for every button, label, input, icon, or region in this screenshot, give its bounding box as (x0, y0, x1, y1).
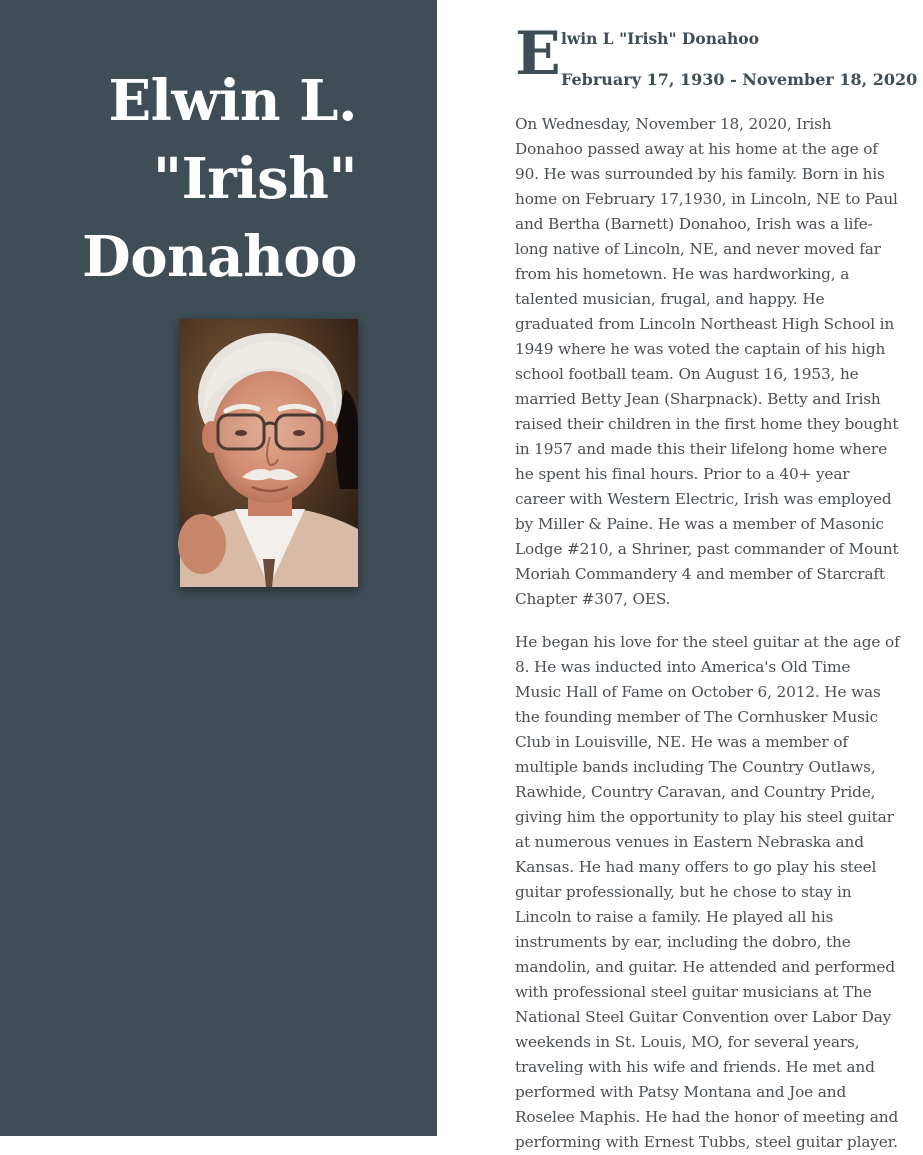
obituary-header (515, 19, 918, 100)
name-sidebar (0, 0, 437, 1136)
deceased-name-heading (0, 62, 357, 296)
name-line-first: Elwin L. (108, 68, 357, 134)
name-line-nickname: "Irish" (152, 146, 357, 212)
obituary-name: lwin L "Irish" Donahoo (561, 29, 759, 48)
portrait-photo (180, 319, 358, 587)
obituary-content (515, 19, 918, 1155)
obituary-paragraph-1: On Wednesday, November 18, 2020, Irish Donahoo passed away at his home at the age of 90. He was surrounded by his family. Born in his home on February 17,1930, in Lincoln, NE to Paul and Bertha (Barnett) Donahoo, Irish was a life-long native of Lincoln, NE, and never moved far from his hometown. He was hardworking, a talented musician, frugal, and happy. He graduated from Lincoln Northeast High School in 1949 where he was voted the captain of his high school football team. On August 16, 1953, he married Betty Jean (Sharpnack). Betty and Irish raised their children in the first home they bought in 1957 and made this their lifelong home where he spent his final hours. Prior to a 40+ year career with Western Electric, Irish was employed by Miller & Paine. He was a member of Masonic Lodge #210, a Shriner, past commander of Mount Moriah Commandery 4 and member of Starcraft Chapter #307, OES. (515, 115, 899, 608)
obituary-body (515, 112, 900, 1155)
life-dates: February 17, 1930 - November 18, 2020 (561, 70, 918, 89)
obituary-paragraph-2: He began his love for the steel guitar at the age of 8. He was inducted into America's Old Time Music Hall of Fame on October 6, 2012. He was the founding member of The Cornhusker Music Club in Louisville, NE. He was a member of multiple bands including The Country Outlaws, Rawhide, Country Caravan, and Country Pride, giving him the opportunity to play his steel guitar at numerous venues in Eastern Nebraska and Kansas. He had many offers to go play his steel guitar professionally, but he chose to stay in Lincoln to raise a family. He played all his instruments by ear, including the dobro, the mandolin, and guitar. He attended and performed with professional steel guitar musicians at The National Steel Guitar Convention over Labor Day weekends in St. Louis, MO, for several years, traveling with his wife and friends. He met and performed with Patsy Montana and Joe and Roselee Maphis. He had the honor of meeting and performing with Ernest Tubbs, steel guitar player. (515, 633, 900, 1151)
name-line-surname: Donahoo (82, 224, 357, 290)
drop-cap-letter: E (515, 19, 561, 89)
